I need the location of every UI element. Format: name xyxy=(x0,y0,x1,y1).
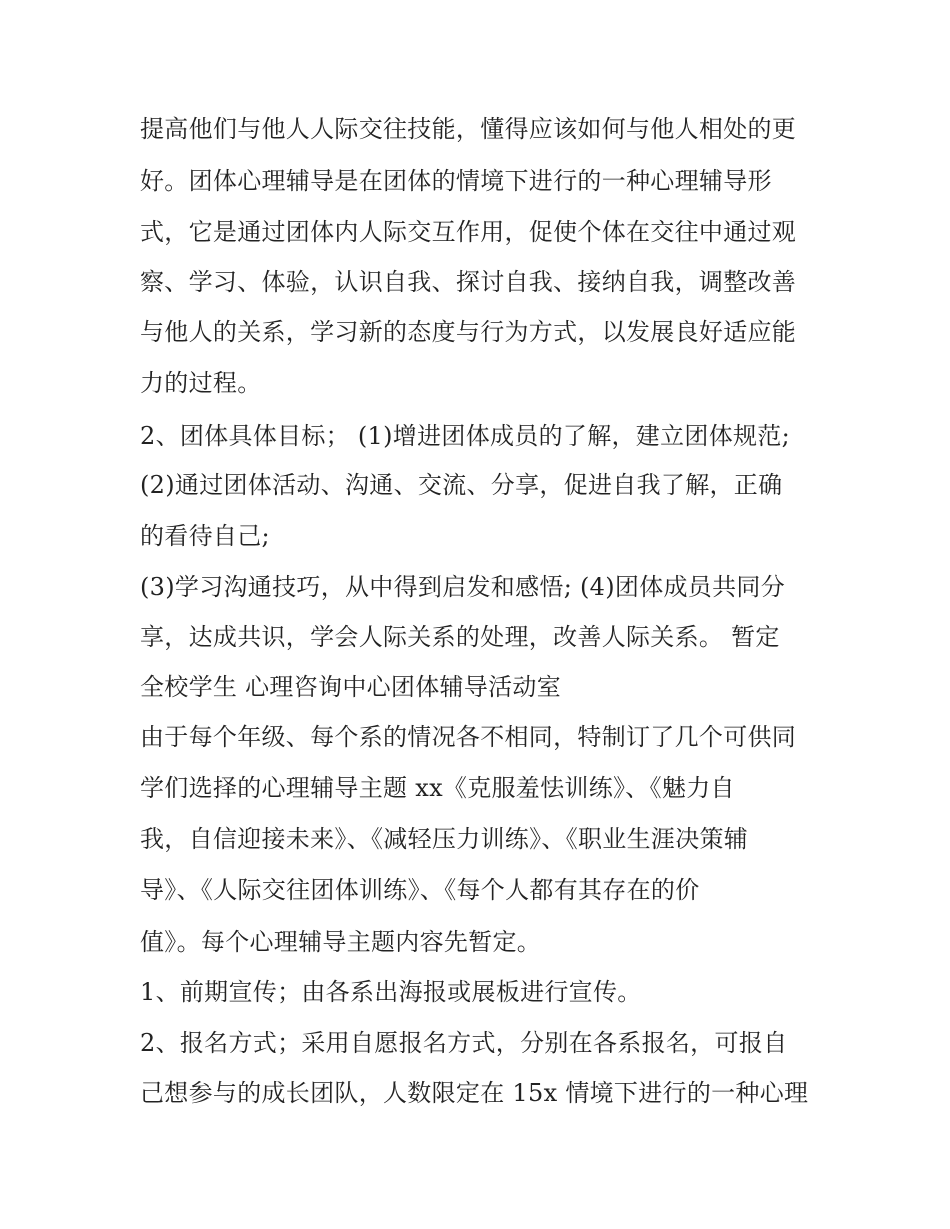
text-line: 提高他们与他人人际交往技能，懂得应该如何与他人相处的更 xyxy=(140,115,797,143)
text-line: 学们选择的心理辅导主题 xx《克服羞怯训练》、《魅力自 xyxy=(140,774,735,802)
text-line: 与他人的关系，学习新的态度与行为方式，以发展良好适应能 xyxy=(140,318,797,346)
text-line: 己想参与的成长团队，人数限定在 15x 情境下进行的一种心理 xyxy=(140,1079,809,1107)
text-line: 察、学习、体验，认识自我、探讨自我、接纳自我，调整改善 xyxy=(140,268,797,296)
text-line: 式，它是通过团体内人际交互作用，促使个体在交往中通过观 xyxy=(140,218,797,246)
text-line: 的看待自己; xyxy=(140,522,270,550)
text-line: 全校学生 心理咨询中心团体辅导活动室 xyxy=(140,673,562,701)
text-line: 1、前期宣传；由各系出海报或展板进行宣传。 xyxy=(140,978,642,1006)
text-line: (2)通过团体活动、沟通、交流、分享，促进自我了解，正确 xyxy=(140,471,783,499)
text-line: 2、报名方式；采用自愿报名方式，分别在各系报名，可报自 xyxy=(140,1029,788,1057)
text-line: 2、团体具体目标； (1)增进团体成员的了解，建立团体规范; xyxy=(140,422,790,450)
text-line: (3)学习沟通技巧，从中得到启发和感悟; (4)团体成员共同分 xyxy=(140,573,786,601)
text-line: 我，自信迎接未来》、《减轻压力训练》、《职业生涯决策辅 xyxy=(140,825,749,853)
text-line: 力的过程。 xyxy=(140,369,262,397)
text-line: 值》。每个心理辅导主题内容先暂定。 xyxy=(140,928,542,956)
text-line: 好。团体心理辅导是在团体的情境下进行的一种心理辅导形 xyxy=(140,167,772,195)
text-line: 导》、《人际交往团体训练》、《每个人都有其存在的价 xyxy=(140,876,700,904)
text-line: 享，达成共识，学会人际关系的处理，改善人际关系。 暂定 xyxy=(140,623,780,651)
text-line: 由于每个年级、每个系的情况各不相同，特制订了几个可供同 xyxy=(140,723,797,751)
